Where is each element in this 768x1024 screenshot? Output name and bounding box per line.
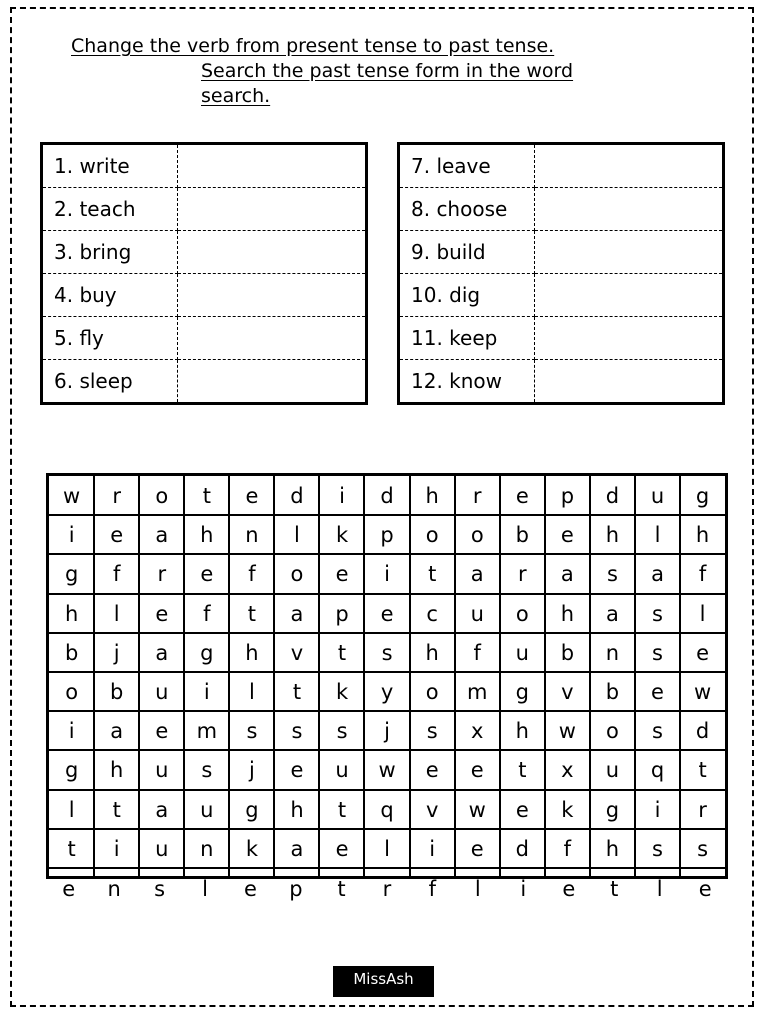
- grid-letter[interactable]: k: [335, 680, 349, 704]
- grid-letter[interactable]: q: [650, 758, 665, 783]
- grid-letter[interactable]: l: [654, 523, 661, 548]
- grid-letter[interactable]: e: [110, 523, 124, 548]
- grid-letter[interactable]: s: [154, 877, 166, 901]
- verb-row: [399, 360, 724, 404]
- grid-letter[interactable]: a: [110, 719, 124, 744]
- grid-letter[interactable]: o: [425, 680, 439, 704]
- verb-label: 11. keep: [399, 317, 535, 360]
- answer-blank[interactable]: [535, 231, 724, 274]
- grid-letter[interactable]: w: [693, 680, 712, 704]
- verb-label: 7. leave: [399, 144, 535, 188]
- grid-letter[interactable]: k: [245, 836, 258, 861]
- grid-letter[interactable]: a: [560, 562, 574, 587]
- grid-letter[interactable]: n: [605, 640, 620, 665]
- grid-letter[interactable]: f: [698, 562, 707, 587]
- answer-blank[interactable]: [535, 188, 724, 231]
- grid-letter[interactable]: s: [246, 719, 258, 744]
- answer-blank[interactable]: [178, 231, 367, 274]
- grid-letter[interactable]: m: [196, 719, 218, 744]
- grid-letter[interactable]: n: [107, 877, 121, 901]
- grid-letter[interactable]: h: [425, 484, 439, 508]
- grid-letter[interactable]: g: [605, 797, 620, 822]
- answer-blank[interactable]: [535, 274, 724, 317]
- grid-letter[interactable]: s: [697, 836, 709, 861]
- grid-letter[interactable]: h: [64, 601, 79, 626]
- grid-letter[interactable]: o: [515, 601, 529, 626]
- answer-blank[interactable]: [535, 317, 724, 360]
- grid-letter[interactable]: u: [200, 797, 214, 822]
- answer-blank[interactable]: [178, 317, 367, 360]
- grid-letter[interactable]: e: [335, 836, 349, 861]
- grid-letter[interactable]: a: [470, 562, 484, 587]
- grid-letter[interactable]: n: [200, 836, 214, 861]
- grid-letter[interactable]: w: [63, 484, 81, 508]
- verb-table-right: [397, 142, 725, 405]
- grid-letter[interactable]: o: [65, 680, 79, 704]
- grid-letter[interactable]: l: [656, 877, 663, 901]
- grid-letter[interactable]: u: [155, 680, 169, 704]
- grid-letter[interactable]: j: [248, 758, 255, 783]
- grid-letter[interactable]: i: [429, 836, 436, 861]
- grid-letter[interactable]: r: [517, 562, 527, 587]
- verb-row: [42, 144, 367, 188]
- grid-letter[interactable]: e: [651, 680, 664, 704]
- grid-letter[interactable]: d: [380, 484, 394, 508]
- verb-label: 12. know: [399, 360, 535, 404]
- grid-letter[interactable]: g: [64, 758, 79, 783]
- grid-letter[interactable]: x: [561, 758, 574, 783]
- verb-row: [399, 274, 724, 317]
- grid-letter[interactable]: w: [378, 758, 396, 783]
- answer-blank[interactable]: [178, 188, 367, 231]
- grid-letter[interactable]: p: [335, 601, 349, 626]
- verb-table-left: [40, 142, 368, 405]
- grid-letter[interactable]: a: [290, 601, 304, 626]
- grid-letter[interactable]: i: [113, 836, 120, 861]
- grid-letter[interactable]: h: [515, 719, 529, 744]
- grid-letter[interactable]: b: [560, 640, 575, 665]
- grid-letter[interactable]: i: [654, 797, 661, 822]
- grid-letter[interactable]: w: [468, 797, 486, 822]
- grid-letter[interactable]: e: [562, 877, 576, 901]
- grid-letter[interactable]: b: [110, 680, 124, 704]
- instruction-line-1: Change the verb from present tense to past tense.: [71, 35, 555, 57]
- grid-letter[interactable]: f: [473, 640, 481, 665]
- grid-letter[interactable]: s: [606, 562, 618, 587]
- grid-letter[interactable]: o: [470, 523, 484, 548]
- verb-row: [399, 188, 724, 231]
- grid-letter[interactable]: l: [68, 797, 75, 822]
- word-search-last-row: [46, 877, 728, 905]
- grid-letter[interactable]: e: [62, 877, 76, 901]
- verb-row: [42, 360, 367, 404]
- verb-row: [42, 274, 367, 317]
- grid-letter[interactable]: j: [384, 719, 391, 744]
- grid-letter[interactable]: g: [245, 797, 259, 822]
- verb-row: [42, 231, 367, 274]
- grid-letter[interactable]: i: [384, 562, 391, 587]
- grid-letter[interactable]: e: [696, 640, 710, 665]
- grid-letter[interactable]: h: [425, 640, 439, 665]
- grid-letter[interactable]: t: [610, 877, 619, 901]
- answer-blank[interactable]: [535, 144, 724, 188]
- grid-letter[interactable]: v: [290, 640, 304, 665]
- grid-letter[interactable]: i: [68, 719, 75, 744]
- grid-letter[interactable]: l: [294, 523, 300, 548]
- grid-letter[interactable]: e: [155, 719, 169, 744]
- grid-letter[interactable]: l: [474, 877, 481, 901]
- word-search-grid: [46, 473, 728, 879]
- grid-letter[interactable]: l: [699, 601, 706, 626]
- grid-letter[interactable]: a: [290, 836, 304, 861]
- answer-blank[interactable]: [535, 360, 724, 404]
- grid-letter[interactable]: g: [200, 640, 214, 665]
- grid-letter[interactable]: t: [202, 484, 211, 508]
- grid-letter[interactable]: u: [155, 758, 169, 783]
- grid-letter[interactable]: s: [652, 719, 663, 744]
- grid-letter[interactable]: l: [202, 877, 208, 901]
- verb-label: 2. teach: [42, 188, 178, 231]
- grid-letter[interactable]: u: [650, 484, 665, 508]
- grid-letter[interactable]: s: [652, 640, 663, 665]
- grid-letter[interactable]: v: [425, 797, 439, 822]
- grid-letter[interactable]: f: [203, 601, 211, 626]
- grid-letter[interactable]: s: [652, 601, 663, 626]
- grid-letter[interactable]: h: [200, 523, 214, 548]
- grid-letter[interactable]: g: [515, 680, 529, 704]
- grid-letter[interactable]: e: [470, 758, 484, 783]
- grid-letter[interactable]: c: [426, 601, 438, 626]
- grid-letter[interactable]: t: [337, 877, 346, 901]
- grid-letter[interactable]: l: [113, 601, 120, 626]
- verb-label: 8. choose: [399, 188, 535, 231]
- grid-letter[interactable]: g: [64, 562, 79, 587]
- verb-row: [399, 317, 724, 360]
- grid-letter[interactable]: s: [381, 640, 393, 665]
- grid-letter[interactable]: e: [155, 601, 169, 626]
- grid-letter[interactable]: p: [560, 484, 575, 508]
- grid-letter[interactable]: u: [155, 836, 169, 861]
- grid-letter[interactable]: t: [67, 836, 76, 861]
- grid-letter[interactable]: e: [245, 484, 259, 508]
- grid-letter[interactable]: f: [428, 877, 437, 901]
- grid-letter[interactable]: t: [337, 797, 347, 822]
- grid-letter[interactable]: h: [605, 836, 620, 861]
- grid-letter[interactable]: a: [155, 797, 169, 822]
- verb-label: 4. buy: [42, 274, 178, 317]
- grid-letter[interactable]: r: [382, 877, 392, 901]
- verb-row: [42, 188, 367, 231]
- verb-label: 9. build: [399, 231, 535, 274]
- grid-letter[interactable]: u: [515, 640, 529, 665]
- grid-letter[interactable]: e: [515, 484, 529, 508]
- grid-letter[interactable]: t: [698, 758, 707, 783]
- grid-letter[interactable]: u: [605, 758, 620, 783]
- grid-letter[interactable]: b: [515, 523, 529, 548]
- grid-letter[interactable]: o: [290, 562, 304, 587]
- grid-letter[interactable]: e: [470, 836, 484, 861]
- grid-letter[interactable]: e: [515, 797, 529, 822]
- verb-label: 6. sleep: [42, 360, 178, 404]
- grid-letter[interactable]: t: [428, 562, 437, 587]
- verb-label: 1. write: [42, 144, 178, 188]
- grid-letter[interactable]: u: [470, 601, 484, 626]
- grid-letter[interactable]: o: [425, 523, 439, 548]
- grid-letter[interactable]: u: [335, 758, 349, 783]
- answer-blank[interactable]: [178, 360, 367, 404]
- grid-letter[interactable]: a: [155, 523, 169, 548]
- grid-letter[interactable]: d: [515, 836, 529, 861]
- grid-letter[interactable]: e: [380, 601, 394, 626]
- grid-letter[interactable]: h: [110, 758, 124, 783]
- grid-letter[interactable]: l: [384, 836, 391, 861]
- grid-letter[interactable]: d: [290, 484, 304, 508]
- grid-letter[interactable]: e: [698, 877, 712, 901]
- grid-letter[interactable]: h: [695, 523, 710, 548]
- grid-letter[interactable]: m: [467, 680, 488, 704]
- grid-letter[interactable]: a: [155, 640, 169, 665]
- answer-blank[interactable]: [178, 144, 367, 188]
- grid-letter[interactable]: f: [563, 836, 572, 861]
- grid-letter[interactable]: e: [290, 758, 304, 783]
- grid-letter[interactable]: i: [68, 523, 75, 548]
- grid-letter[interactable]: g: [695, 484, 710, 508]
- grid-letter[interactable]: p: [380, 523, 394, 548]
- footer-credit: MissAsh: [333, 966, 434, 997]
- grid-letter[interactable]: f: [113, 562, 121, 587]
- grid-letter[interactable]: k: [561, 797, 574, 822]
- verb-row: [399, 231, 724, 274]
- grid-letter[interactable]: f: [248, 562, 256, 587]
- grid-letter[interactable]: n: [245, 523, 259, 548]
- grid-letter[interactable]: r: [472, 484, 482, 508]
- grid-letter[interactable]: s: [201, 758, 213, 783]
- grid-letter[interactable]: j: [113, 640, 120, 665]
- grid-letter[interactable]: e: [425, 758, 439, 783]
- grid-letter[interactable]: h: [245, 640, 259, 665]
- verb-label: 3. bring: [42, 231, 178, 274]
- grid-letter[interactable]: r: [157, 562, 167, 587]
- grid-letter[interactable]: t: [337, 640, 347, 665]
- grid-letter[interactable]: b: [605, 680, 620, 704]
- grid-letter[interactable]: o: [155, 484, 169, 508]
- grid-letter[interactable]: h: [605, 523, 620, 548]
- grid-letter[interactable]: h: [560, 601, 575, 626]
- grid-letter[interactable]: w: [558, 719, 576, 744]
- grid-letter[interactable]: p: [289, 877, 303, 901]
- instruction-line-3: search.: [201, 85, 271, 107]
- grid-letter[interactable]: s: [291, 719, 303, 744]
- grid-letter[interactable]: e: [200, 562, 214, 587]
- grid-letter[interactable]: e: [335, 562, 349, 587]
- grid-letter[interactable]: i: [339, 484, 345, 508]
- instruction-line-2: Search the past tense form in the word: [201, 60, 574, 82]
- verb-row: [399, 144, 724, 188]
- grid-letter[interactable]: t: [247, 601, 257, 626]
- grid-letter[interactable]: a: [606, 601, 619, 626]
- grid-letter[interactable]: s: [652, 836, 663, 861]
- grid-letter[interactable]: d: [695, 719, 710, 744]
- grid-letter[interactable]: t: [518, 758, 527, 783]
- verb-row: [42, 317, 367, 360]
- grid-letter[interactable]: s: [336, 719, 348, 744]
- grid-letter[interactable]: t: [292, 680, 302, 704]
- grid-letter[interactable]: i: [203, 680, 210, 704]
- grid-letter[interactable]: l: [248, 680, 255, 704]
- grid-letter[interactable]: t: [112, 797, 121, 822]
- grid-letter[interactable]: o: [606, 719, 619, 744]
- grid-letter[interactable]: s: [426, 719, 438, 744]
- grid-letter[interactable]: r: [698, 797, 707, 822]
- grid-letter[interactable]: k: [335, 523, 349, 548]
- grid-letter[interactable]: y: [380, 680, 394, 704]
- grid-letter[interactable]: r: [112, 484, 122, 508]
- grid-letter[interactable]: e: [560, 523, 574, 548]
- verb-label: 10. dig: [399, 274, 535, 317]
- grid-letter[interactable]: x: [471, 719, 484, 744]
- answer-blank[interactable]: [178, 274, 367, 317]
- grid-letter[interactable]: d: [605, 484, 620, 508]
- grid-letter[interactable]: a: [651, 562, 664, 587]
- grid-letter[interactable]: e: [244, 877, 257, 901]
- grid-letter[interactable]: h: [290, 797, 304, 822]
- verb-label: 5. fly: [42, 317, 178, 360]
- grid-letter[interactable]: q: [380, 797, 394, 822]
- grid-letter[interactable]: i: [520, 877, 527, 901]
- grid-letter[interactable]: v: [561, 680, 574, 704]
- grid-letter[interactable]: b: [64, 640, 79, 665]
